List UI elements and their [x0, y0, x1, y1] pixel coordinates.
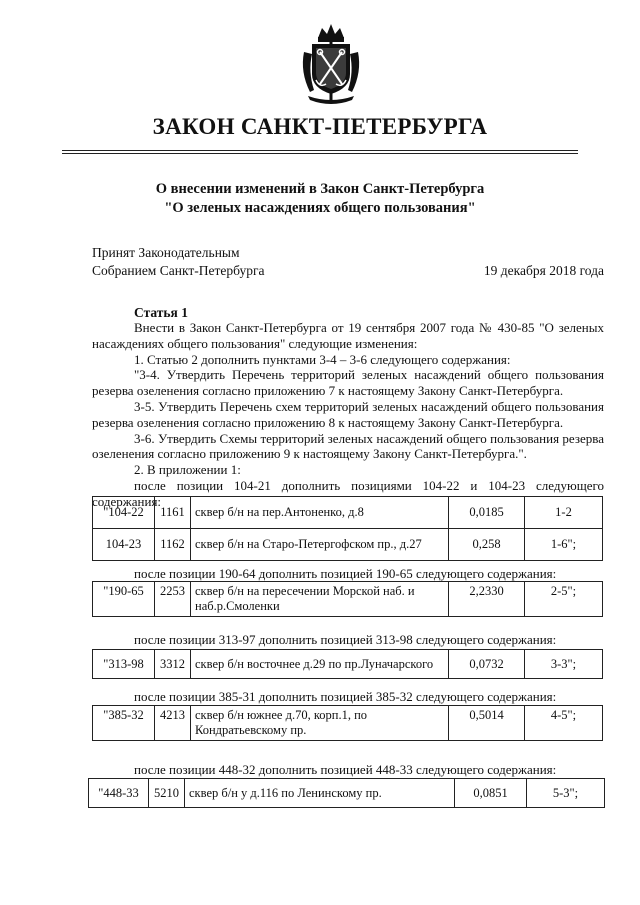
area-cell: 0,0185 — [449, 497, 525, 529]
scheme-cell: 4-5"; — [525, 706, 603, 741]
code-cell: 1161 — [155, 497, 191, 529]
positions-table-385 — [92, 705, 603, 741]
positions-table-448 — [88, 778, 605, 808]
position-cell: "385-32 — [93, 706, 155, 741]
table-row — [93, 497, 603, 529]
area-cell: 0,0851 — [455, 779, 527, 808]
paragraph: 3-6. Утвердить Схемы территорий зеленых насаждений общего пользования резерва озеленения согласно приложению 9 к настоящему Закону Санкт-Петербурга.". — [92, 430, 604, 462]
st-petersburg-coat-of-arms-icon — [296, 22, 366, 104]
article-title: Статья 1 — [134, 305, 188, 320]
position-cell: 104-23 — [93, 529, 155, 561]
law-subtitle-line2: "О зеленых насаждениях общего пользования" — [164, 200, 476, 216]
code-cell: 1162 — [155, 529, 191, 561]
adoption-line1: Принят Законодательным — [92, 245, 240, 260]
table-intro: после позиции 190-64 дополнить позицией 190-65 следующего содержания: — [134, 566, 557, 581]
paragraph: 2. В приложении 1: — [134, 462, 241, 478]
scheme-cell: 1-6"; — [525, 529, 603, 561]
code-cell: 2253 — [155, 582, 191, 617]
code-cell: 5210 — [149, 779, 185, 808]
paragraph: "3-4. Утвердить Перечень территорий зеленых насаждений общего пользования резерва озеленения согласно приложению 7 к настоящему Закону Санкт-Петербурга. — [92, 367, 604, 399]
table-intro: после позиции 448-32 дополнить позицией 448-33 следующего содержания: — [134, 762, 557, 777]
table-intro: после позиции 385-31 дополнить позицией 385-32 следующего содержания: — [134, 689, 557, 704]
name-cell: сквер б/н на Старо-Петергофском пр., д.27 — [191, 529, 449, 561]
scheme-cell: 5-3"; — [527, 779, 605, 808]
position-cell: "448-33 — [89, 779, 149, 808]
name-cell: сквер б/н на пересечении Морской наб. и наб.р.Смоленки — [191, 582, 449, 617]
title-divider — [62, 150, 578, 151]
code-cell: 4213 — [155, 706, 191, 741]
name-cell: сквер б/н восточнее д.29 по пр.Луначарского — [191, 650, 449, 679]
law-title: ЗАКОН САНКТ-ПЕТЕРБУРГА — [152, 114, 488, 139]
paragraph: после позиции 104-21 дополнить позициями 104-22 и 104-23 следующего содержания: — [92, 477, 604, 509]
table-row — [93, 529, 603, 561]
table-row — [93, 706, 603, 741]
position-cell: "313-98 — [93, 650, 155, 679]
code-cell: 3312 — [155, 650, 191, 679]
scheme-cell: 2-5"; — [525, 582, 603, 617]
article-body — [92, 320, 604, 510]
positions-table-190 — [92, 581, 603, 617]
adoption-date: 19 декабря 2018 года — [483, 263, 604, 278]
table-row — [93, 650, 603, 679]
table-intro: после позиции 313-97 дополнить позицией 313-98 следующего содержания: — [134, 632, 557, 647]
positions-table-313 — [92, 649, 603, 679]
adoption-info — [92, 244, 265, 280]
table-row — [89, 779, 605, 808]
paragraph: 1. Статью 2 дополнить пунктами 3-4 – 3-6 следующего содержания: — [134, 351, 511, 367]
paragraph: 3-5. Утвердить Перечень схем территорий зеленых насаждений общего пользования резерва озеленения согласно приложению 8 к настоящему Закону Санкт-Петербурга. — [92, 398, 604, 430]
area-cell: 2,2330 — [449, 582, 525, 617]
scheme-cell: 1-2 — [525, 497, 603, 529]
name-cell: сквер б/н у д.116 по Ленинскому пр. — [185, 779, 455, 808]
adoption-line2: Собранием Санкт-Петербурга — [92, 263, 265, 278]
area-cell: 0,5014 — [449, 706, 525, 741]
name-cell: сквер б/н южнее д.70, корп.1, по Кондратьевскому пр. — [191, 706, 449, 741]
paragraph: Внести в Закон Санкт-Петербурга от 19 сентября 2007 года № 430-85 "О зеленых насаждениях общего пользования" следующие изменения: — [92, 320, 604, 351]
name-cell: сквер б/н на пер.Антоненко, д.8 — [191, 497, 449, 529]
area-cell: 0,0732 — [449, 650, 525, 679]
law-subtitle-line1: О внесении изменений в Закон Санкт-Петербурга — [155, 181, 485, 197]
area-cell: 0,258 — [449, 529, 525, 561]
positions-table-104 — [92, 496, 603, 561]
position-cell: "190-65 — [93, 582, 155, 617]
table-row — [93, 582, 603, 617]
scheme-cell: 3-3"; — [525, 650, 603, 679]
title-divider — [62, 153, 578, 154]
position-cell: "104-22 — [93, 497, 155, 529]
